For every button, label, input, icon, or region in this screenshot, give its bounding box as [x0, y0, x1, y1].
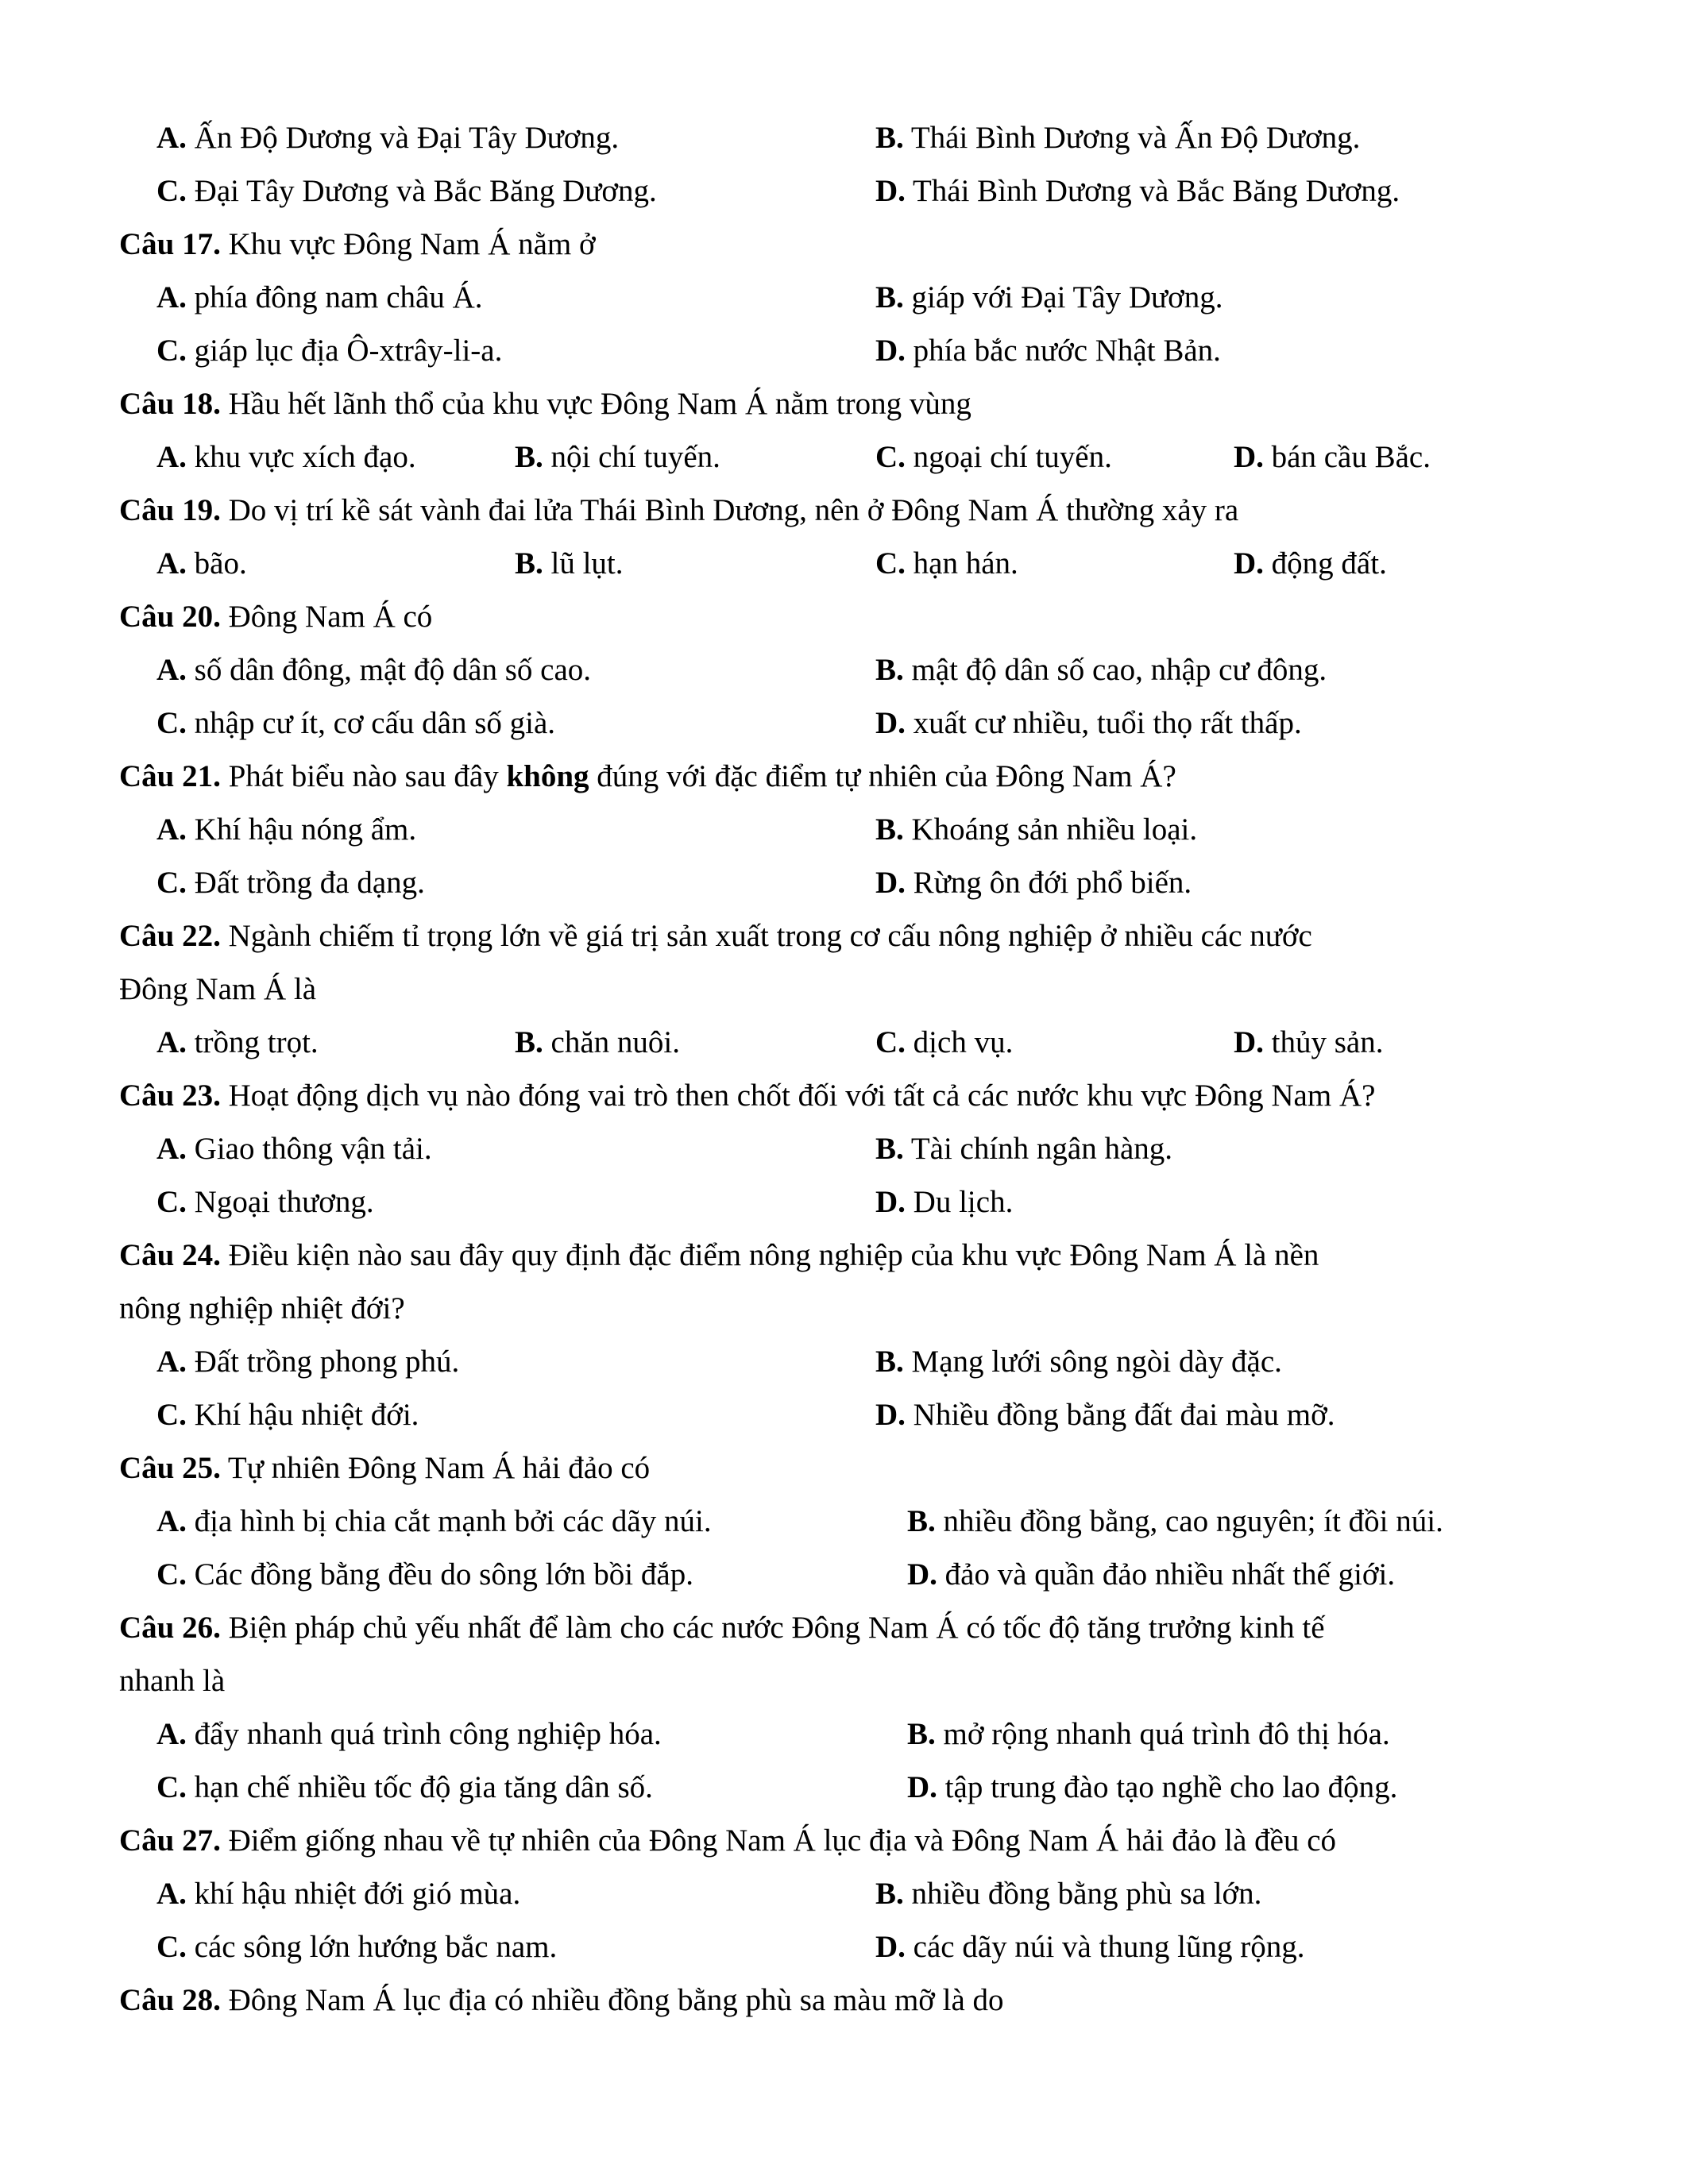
question-block	[0, 909, 1688, 1069]
answer-option	[156, 1920, 557, 1974]
option-text: giáp lục địa Ô-xtrây-li-a.	[194, 334, 503, 368]
option-text: nhiều đồng bằng, cao nguyên; ít đồi núi.	[943, 1504, 1443, 1538]
options-row	[0, 537, 1688, 590]
stem-text: Đông Nam Á có	[228, 600, 433, 634]
option-letter: C.	[875, 1025, 906, 1059]
option-letter: D.	[875, 706, 906, 740]
question-block	[0, 1601, 1688, 1814]
option-letter: D.	[875, 1930, 906, 1964]
stem-text: Ngành chiếm tỉ trọng lớn về giá trị sản xuất trong cơ cấu nông nghiệp ở nhiều các nước	[228, 919, 1312, 953]
options-row	[0, 271, 1688, 324]
answer-option	[875, 537, 1018, 590]
option-text: hạn hán.	[913, 546, 1018, 581]
option-letter: A.	[156, 1345, 187, 1379]
question-block	[0, 1069, 1688, 1229]
options-row	[0, 803, 1688, 856]
answer-option	[875, 856, 1192, 909]
answer-option	[875, 1920, 1304, 1974]
option-letter: C.	[156, 174, 187, 208]
option-letter: C.	[156, 1185, 187, 1219]
option-text: dịch vụ.	[913, 1025, 1014, 1059]
options-row	[0, 696, 1688, 750]
question-stem	[119, 377, 971, 430]
options-row	[0, 1548, 1688, 1601]
option-text: bão.	[194, 546, 247, 581]
option-letter: D.	[1234, 546, 1264, 581]
option-text: Đại Tây Dương và Bắc Băng Dương.	[194, 174, 657, 208]
question-stem-line	[0, 909, 1688, 963]
answer-option	[156, 643, 591, 696]
question-stem-line	[0, 484, 1688, 537]
answer-option	[1234, 430, 1431, 484]
option-letter: B.	[515, 440, 543, 474]
option-letter: B.	[875, 1132, 904, 1166]
option-letter: D.	[875, 1398, 906, 1432]
answer-option	[875, 271, 1223, 324]
options-row	[0, 643, 1688, 696]
stem-text: Điều kiện nào sau đây quy định đặc điểm nông nghiệp của khu vực Đông Nam Á là nền	[228, 1238, 1319, 1272]
question-stem-line	[0, 963, 1688, 1016]
question-stem-line	[0, 1441, 1688, 1495]
option-letter: B.	[515, 546, 543, 581]
stem-text: Đông Nam Á lục địa có nhiều đồng bằng phù sa màu mỡ là do	[228, 1983, 1004, 2017]
option-letter: D.	[907, 1557, 937, 1592]
options-row	[0, 1175, 1688, 1229]
question-number: Câu 19.	[119, 493, 221, 527]
question-stem-line	[0, 377, 1688, 430]
option-letter: A.	[156, 121, 187, 155]
option-letter: C.	[156, 866, 187, 900]
answer-option	[875, 643, 1327, 696]
question-block	[0, 590, 1688, 750]
options-row	[0, 324, 1688, 377]
answer-option	[875, 324, 1221, 377]
option-text: bán cầu Bắc.	[1271, 440, 1431, 474]
answer-option	[875, 111, 1360, 164]
options-row	[0, 111, 1688, 164]
question-number: Câu 23.	[119, 1078, 221, 1113]
option-text: giáp với Đại Tây Dương.	[911, 280, 1223, 314]
question-stem-line	[0, 1069, 1688, 1122]
answer-option	[156, 111, 619, 164]
option-text: đẩy nhanh quá trình công nghiệp hóa.	[194, 1717, 662, 1751]
answer-option	[875, 1867, 1261, 1920]
question-stem	[119, 750, 1176, 803]
option-text: Đất trồng phong phú.	[194, 1345, 460, 1379]
option-letter: B.	[907, 1504, 936, 1538]
option-letter: B.	[875, 812, 904, 847]
option-text: Tài chính ngân hàng.	[910, 1132, 1173, 1166]
question-number: Câu 25.	[119, 1451, 221, 1485]
answer-option	[515, 430, 720, 484]
answer-option	[875, 803, 1197, 856]
options-row	[0, 1920, 1688, 1974]
option-letter: B.	[875, 121, 904, 155]
question-stem	[119, 1069, 1375, 1122]
answer-option	[875, 1335, 1282, 1388]
question-number: Câu 17.	[119, 227, 221, 261]
question-stem	[119, 963, 316, 1016]
option-text: Đất trồng đa dạng.	[194, 866, 425, 900]
option-text: các sông lớn hướng bắc nam.	[194, 1930, 558, 1964]
question-number: Câu 22.	[119, 919, 221, 953]
question-block	[0, 218, 1688, 377]
option-text: ngoại chí tuyến.	[913, 440, 1112, 474]
question-block	[0, 750, 1688, 909]
question-number: Câu 26.	[119, 1611, 221, 1645]
option-letter: C.	[156, 334, 187, 368]
option-text: số dân đông, mật độ dân số cao.	[194, 653, 591, 687]
question-stem	[119, 1282, 405, 1335]
option-letter: C.	[156, 1557, 187, 1592]
answer-option	[156, 1388, 419, 1441]
answer-option	[156, 164, 657, 218]
option-letter: D.	[875, 866, 906, 900]
question-block	[0, 111, 1688, 218]
answer-option	[156, 1175, 374, 1229]
question-number: Câu 28.	[119, 1983, 221, 2017]
stem-text: Do vị trí kề sát vành đai lửa Thái Bình Dương, nên ở Đông Nam Á thường xảy ra	[228, 493, 1239, 527]
options-row	[0, 1388, 1688, 1441]
answer-option	[875, 1016, 1013, 1069]
question-stem	[119, 1601, 1325, 1654]
option-text: Ấn Độ Dương và Đại Tây Dương.	[194, 121, 620, 155]
option-text: Du lịch.	[913, 1185, 1014, 1219]
answer-option	[156, 1122, 432, 1175]
option-letter: C.	[875, 440, 906, 474]
options-row	[0, 1122, 1688, 1175]
question-stem-line	[0, 1282, 1688, 1335]
option-text: trồng trọt.	[194, 1025, 319, 1059]
option-text: khí hậu nhiệt đới gió mùa.	[194, 1877, 521, 1911]
option-letter: A.	[156, 812, 187, 847]
answer-option	[875, 1122, 1172, 1175]
option-letter: C.	[156, 1930, 187, 1964]
option-text: các dãy núi và thung lũng rộng.	[913, 1930, 1305, 1964]
answer-option	[156, 696, 555, 750]
stem-text: Hầu hết lãnh thổ của khu vực Đông Nam Á nằm trong vùng	[228, 387, 971, 421]
option-letter: C.	[156, 706, 187, 740]
question-stem	[119, 1974, 1004, 2027]
question-number: Câu 27.	[119, 1823, 221, 1858]
option-letter: D.	[907, 1770, 937, 1804]
stem-text: Phát biểu nào sau đây	[228, 759, 507, 793]
answer-option	[907, 1761, 1397, 1814]
options-row	[0, 856, 1688, 909]
answer-option	[156, 537, 247, 590]
answer-option	[875, 1175, 1013, 1229]
stem-text: Đông Nam Á là	[119, 972, 317, 1006]
option-letter: D.	[875, 334, 906, 368]
stem-text: nông nghiệp nhiệt đới?	[119, 1291, 405, 1325]
answer-option	[156, 1867, 520, 1920]
option-text: mở rộng nhanh quá trình đô thị hóa.	[943, 1717, 1390, 1751]
answer-option	[156, 271, 483, 324]
option-text: mật độ dân số cao, nhập cư đông.	[911, 653, 1327, 687]
option-letter: B.	[907, 1717, 936, 1751]
option-letter: B.	[875, 1877, 904, 1911]
option-text: thủy sản.	[1271, 1025, 1384, 1059]
option-text: nhiều đồng bằng phù sa lớn.	[911, 1877, 1262, 1911]
emphasis-text: không	[506, 759, 589, 793]
option-text: đảo và quần đảo nhiều nhất thế giới.	[944, 1557, 1396, 1592]
question-stem-line	[0, 218, 1688, 271]
answer-option	[156, 856, 425, 909]
option-text: động đất.	[1271, 546, 1387, 581]
answer-option	[156, 324, 502, 377]
option-letter: D.	[875, 174, 906, 208]
option-letter: A.	[156, 440, 187, 474]
option-text: xuất cư nhiều, tuổi thọ rất thấp.	[913, 706, 1302, 740]
question-number: Câu 18.	[119, 387, 221, 421]
stem-text: Tự nhiên Đông Nam Á hải đảo có	[227, 1451, 651, 1485]
answer-option	[875, 696, 1302, 750]
answer-option	[907, 1548, 1395, 1601]
question-block	[0, 484, 1688, 590]
options-row	[0, 1335, 1688, 1388]
option-text: nhập cư ít, cơ cấu dân số già.	[194, 706, 556, 740]
answer-option	[156, 1335, 459, 1388]
stem-text: nhanh là	[119, 1664, 226, 1698]
option-text: chăn nuôi.	[550, 1025, 680, 1059]
question-stem	[119, 218, 596, 271]
option-letter: D.	[1234, 1025, 1264, 1059]
question-stem-line	[0, 1229, 1688, 1282]
option-text: Thái Bình Dương và Bắc Băng Dương.	[912, 174, 1400, 208]
option-text: Ngoại thương.	[194, 1185, 374, 1219]
answer-option	[515, 537, 624, 590]
exam-page	[0, 111, 1688, 2027]
question-stem-line	[0, 590, 1688, 643]
option-text: khu vực xích đạo.	[194, 440, 416, 474]
question-stem	[119, 590, 432, 643]
question-stem	[119, 909, 1312, 963]
options-row	[0, 1761, 1688, 1814]
answer-option	[907, 1707, 1390, 1761]
stem-text: Hoạt động dịch vụ nào đóng vai trò then chốt đối với tất cả các nước khu vực Đông Nam Á?	[228, 1078, 1376, 1113]
answer-option	[156, 430, 416, 484]
option-letter: B.	[875, 280, 904, 314]
stem-text: Khu vực Đông Nam Á nằm ở	[228, 227, 596, 261]
question-number: Câu 21.	[119, 759, 221, 793]
answer-option	[156, 1548, 693, 1601]
option-text: Các đồng bằng đều do sông lớn bồi đắp.	[194, 1557, 693, 1592]
stem-text: Điểm giống nhau về tự nhiên của Đông Nam Á lục địa và Đông Nam Á hải đảo là đều có	[228, 1823, 1337, 1858]
option-letter: D.	[1234, 440, 1264, 474]
question-number: Câu 24.	[119, 1238, 221, 1272]
answer-option	[1234, 537, 1387, 590]
option-letter: A.	[156, 280, 187, 314]
option-letter: A.	[156, 1025, 187, 1059]
question-stem-line	[0, 1814, 1688, 1867]
question-stem-line	[0, 750, 1688, 803]
option-text: Thái Bình Dương và Ấn Độ Dương.	[910, 121, 1361, 155]
option-text: Khí hậu nóng ẩm.	[194, 812, 417, 847]
options-row	[0, 1867, 1688, 1920]
question-block	[0, 1814, 1688, 1974]
answer-option	[156, 1495, 712, 1548]
stem-text: Biện pháp chủ yếu nhất để làm cho các nước Đông Nam Á có tốc độ tăng trưởng kinh tế	[228, 1611, 1325, 1645]
question-stem-line	[0, 1974, 1688, 2027]
option-letter: A.	[156, 546, 187, 581]
answer-option	[875, 164, 1400, 218]
stem-text: đúng với đặc điểm tự nhiên của Đông Nam Á?	[589, 759, 1176, 793]
option-letter: C.	[156, 1770, 187, 1804]
option-text: lũ lụt.	[550, 546, 624, 581]
answer-option	[156, 803, 416, 856]
answer-option	[1234, 1016, 1384, 1069]
options-row	[0, 430, 1688, 484]
answer-option	[156, 1761, 653, 1814]
options-row	[0, 1495, 1688, 1548]
option-text: hạn chế nhiều tốc độ gia tăng dân số.	[194, 1770, 653, 1804]
answer-option	[907, 1495, 1443, 1548]
option-text: phía bắc nước Nhật Bản.	[913, 334, 1221, 368]
option-letter: B.	[515, 1025, 543, 1059]
option-letter: C.	[156, 1398, 187, 1432]
option-letter: A.	[156, 1504, 187, 1538]
option-text: Mạng lưới sông ngòi dày đặc.	[911, 1345, 1282, 1379]
option-text: nội chí tuyến.	[550, 440, 720, 474]
answer-option	[875, 1388, 1335, 1441]
question-block	[0, 1441, 1688, 1601]
option-letter: A.	[156, 1132, 187, 1166]
option-text: tập trung đào tạo nghề cho lao động.	[944, 1770, 1398, 1804]
question-stem-line	[0, 1601, 1688, 1654]
answer-option	[156, 1016, 319, 1069]
answer-option	[515, 1016, 680, 1069]
question-stem	[119, 1814, 1336, 1867]
option-letter: B.	[875, 653, 904, 687]
answer-option	[875, 430, 1112, 484]
option-text: phía đông nam châu Á.	[194, 280, 483, 314]
options-row	[0, 1707, 1688, 1761]
question-stem-line	[0, 1654, 1688, 1707]
question-block	[0, 1229, 1688, 1441]
option-text: Nhiều đồng bằng đất đai màu mỡ.	[913, 1398, 1335, 1432]
question-block	[0, 1974, 1688, 2027]
options-row	[0, 164, 1688, 218]
option-text: Khoáng sản nhiều loại.	[911, 812, 1198, 847]
question-stem	[119, 1441, 650, 1495]
question-stem	[119, 1229, 1319, 1282]
option-text: Khí hậu nhiệt đới.	[194, 1398, 419, 1432]
option-letter: D.	[875, 1185, 906, 1219]
option-letter: A.	[156, 1717, 187, 1751]
option-text: Giao thông vận tải.	[194, 1132, 432, 1166]
option-letter: A.	[156, 1877, 187, 1911]
option-letter: B.	[875, 1345, 904, 1379]
question-block	[0, 377, 1688, 484]
question-stem	[119, 1654, 225, 1707]
option-text: địa hình bị chia cắt mạnh bởi các dãy núi.	[194, 1504, 712, 1538]
option-letter: C.	[875, 546, 906, 581]
option-letter: A.	[156, 653, 187, 687]
answer-option	[156, 1707, 662, 1761]
options-row	[0, 1016, 1688, 1069]
question-stem	[119, 484, 1238, 537]
option-text: Rừng ôn đới phổ biến.	[913, 866, 1192, 900]
question-number: Câu 20.	[119, 600, 221, 634]
